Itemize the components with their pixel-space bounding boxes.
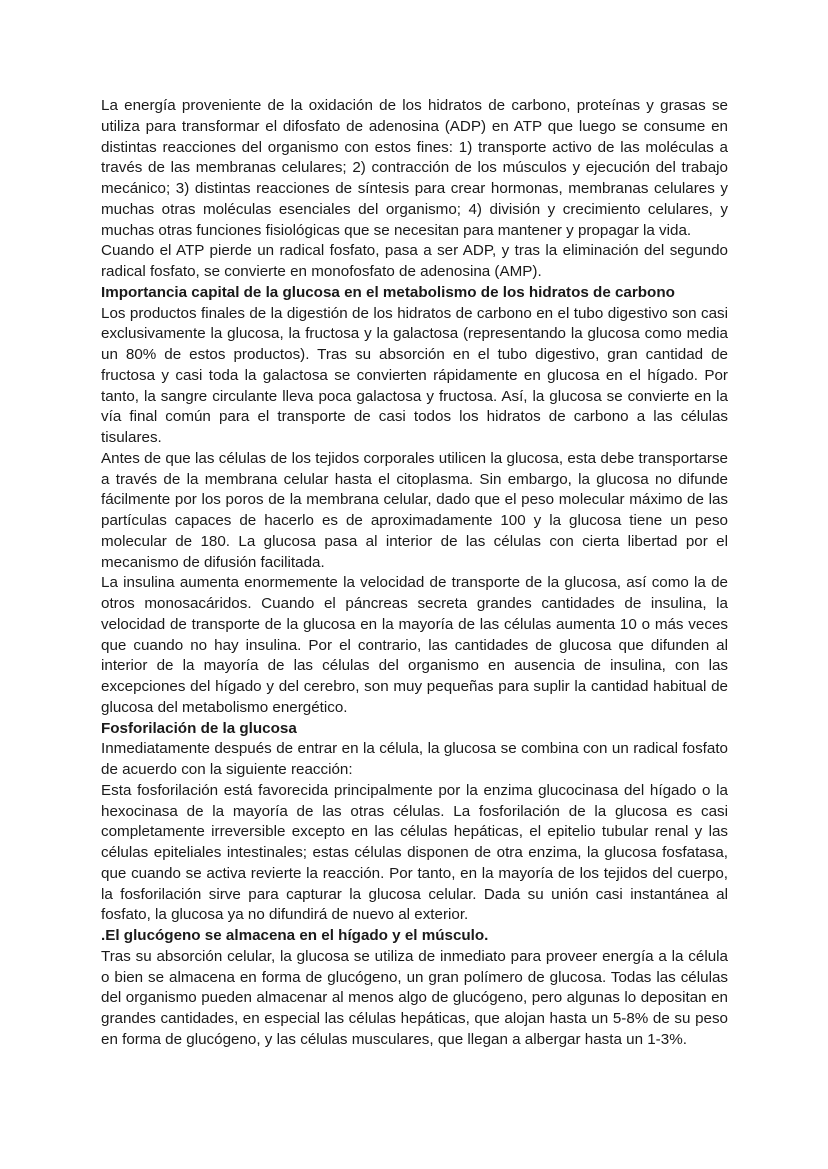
paragraph-atp-to-amp: Cuando el ATP pierde un radical fosfato, pasa a ser ADP, y tras la eliminación del segundo radical fosfato, se convierte en monofosfato de adenosina (AMP). — [101, 242, 728, 280]
paragraph-glucokinase: Esta fosforilación está favorecida principalmente por la enzima glucocinasa del hígado o la hexocinasa de la mayoría de las otras células. La fosforilación de la glucosa es casi completamente irreversible excepto en las células hepáticas, el epitelio tubular renal y las células epiteliales intestinales; estas células disponen de otra enzima, la glucosa fosfatasa, que cuando se activa revierte la reacción. Por tanto, en la mayoría de los tejidos del cuerpo, la fosforilación sirve para capturar la glucosa celular. Dada su unión casi instantánea al fosfato, la glucosa ya no difundirá de nuevo al exterior. — [101, 781, 728, 924]
paragraph-membrane-transport: Antes de que las células de los tejidos corporales utilicen la glucosa, esta debe transportarse a través de la membrana celular hasta el citoplasma. Sin embargo, la glucosa no difunde fácilmente por los poros de la membrana celular, dado que el peso molecular máximo de las partículas capaces de hacerlo es de aproximadamente 100 y la glucosa tiene un peso molecular de 180. La glucosa pasa al interior de las células con cierta libertad por el mecanismo de difusión facilitada. — [101, 449, 728, 571]
paragraph-atp-energy: La energía proveniente de la oxidación de los hidratos de carbono, proteínas y grasas se utiliza para transformar el difosfato de adenosina (ADP) en ATP que luego se consume en distintas reacciones del organismo con estos fines: 1) transporte activo de las moléculas a través de las membranas celulares; 2) contracción de los músculos y ejecución del trabajo mecánico; 3) distintas reacciones de síntesis para crear hormonas, membranas celulares y muchas otras moléculas esenciales del organismo; 4) división y crecimiento celulares, y muchas otras funciones fisiológicas que se necesitan para mantener y propagar la vida. — [101, 97, 728, 239]
paragraph-digestion-products: Los productos finales de la digestión de los hidratos de carbono en el tubo digestivo son casi exclusivamente la glucosa, la fructosa y la galactosa (representando la glucosa como media un 80% de estos productos). Tras su absorción en el tubo digestivo, gran cantidad de fructosa y casi toda la galactosa se convierten rápidamente en glucosa en el hígado. Por tanto, la sangre circulante lleva poca galactosa y fructosa. Así, la glucosa se convierte en la vía final común para el transporte de casi todos los hidratos de carbono a las células tisulares. — [101, 304, 728, 446]
heading-glucose-importance: Importancia capital de la glucosa en el metabolismo de los hidratos de carbono — [101, 283, 675, 301]
paragraph-glycogen: Tras su absorción celular, la glucosa se utiliza de inmediato para proveer energía a la célula o bien se almacena en forma de glucógeno, un gran polímero de glucosa. Todas las células del organismo pueden almacenar al menos algo de glucógeno, pero algunas lo depositan en grandes cantidades, en especial las células hepáticas, que alojan hasta un 5-8% de su peso en forma de glucógeno, y las células musculares, que llegan a albergar hasta un 1-3%. — [101, 947, 728, 1048]
heading-phosphorylation: Fosforilación de la glucosa — [101, 719, 297, 737]
document-page — [101, 96, 728, 1051]
paragraph-phosphate-reaction: Inmediatamente después de entrar en la célula, la glucosa se combina con un radical fosfato de acuerdo con la siguiente reacción: — [101, 740, 728, 778]
paragraph-insulin: La insulina aumenta enormemente la velocidad de transporte de la glucosa, así como la de otros monosacáridos. Cuando el páncreas secreta grandes cantidades de insulina, la velocidad de transporte de la glucosa en la mayoría de las células aumenta 10 o más veces que cuando no hay insulina. Por el contrario, las cantidades de glucosa que difunden al interior de la mayoría de las células del organismo en ausencia de insulina, con las excepciones del hígado y del cerebro, son muy pequeñas para suplir la cantidad habitual de glucosa del metabolismo energético. — [101, 574, 728, 716]
heading-glycogen-storage: .El glucógeno se almacena en el hígado y el músculo. — [101, 927, 489, 944]
